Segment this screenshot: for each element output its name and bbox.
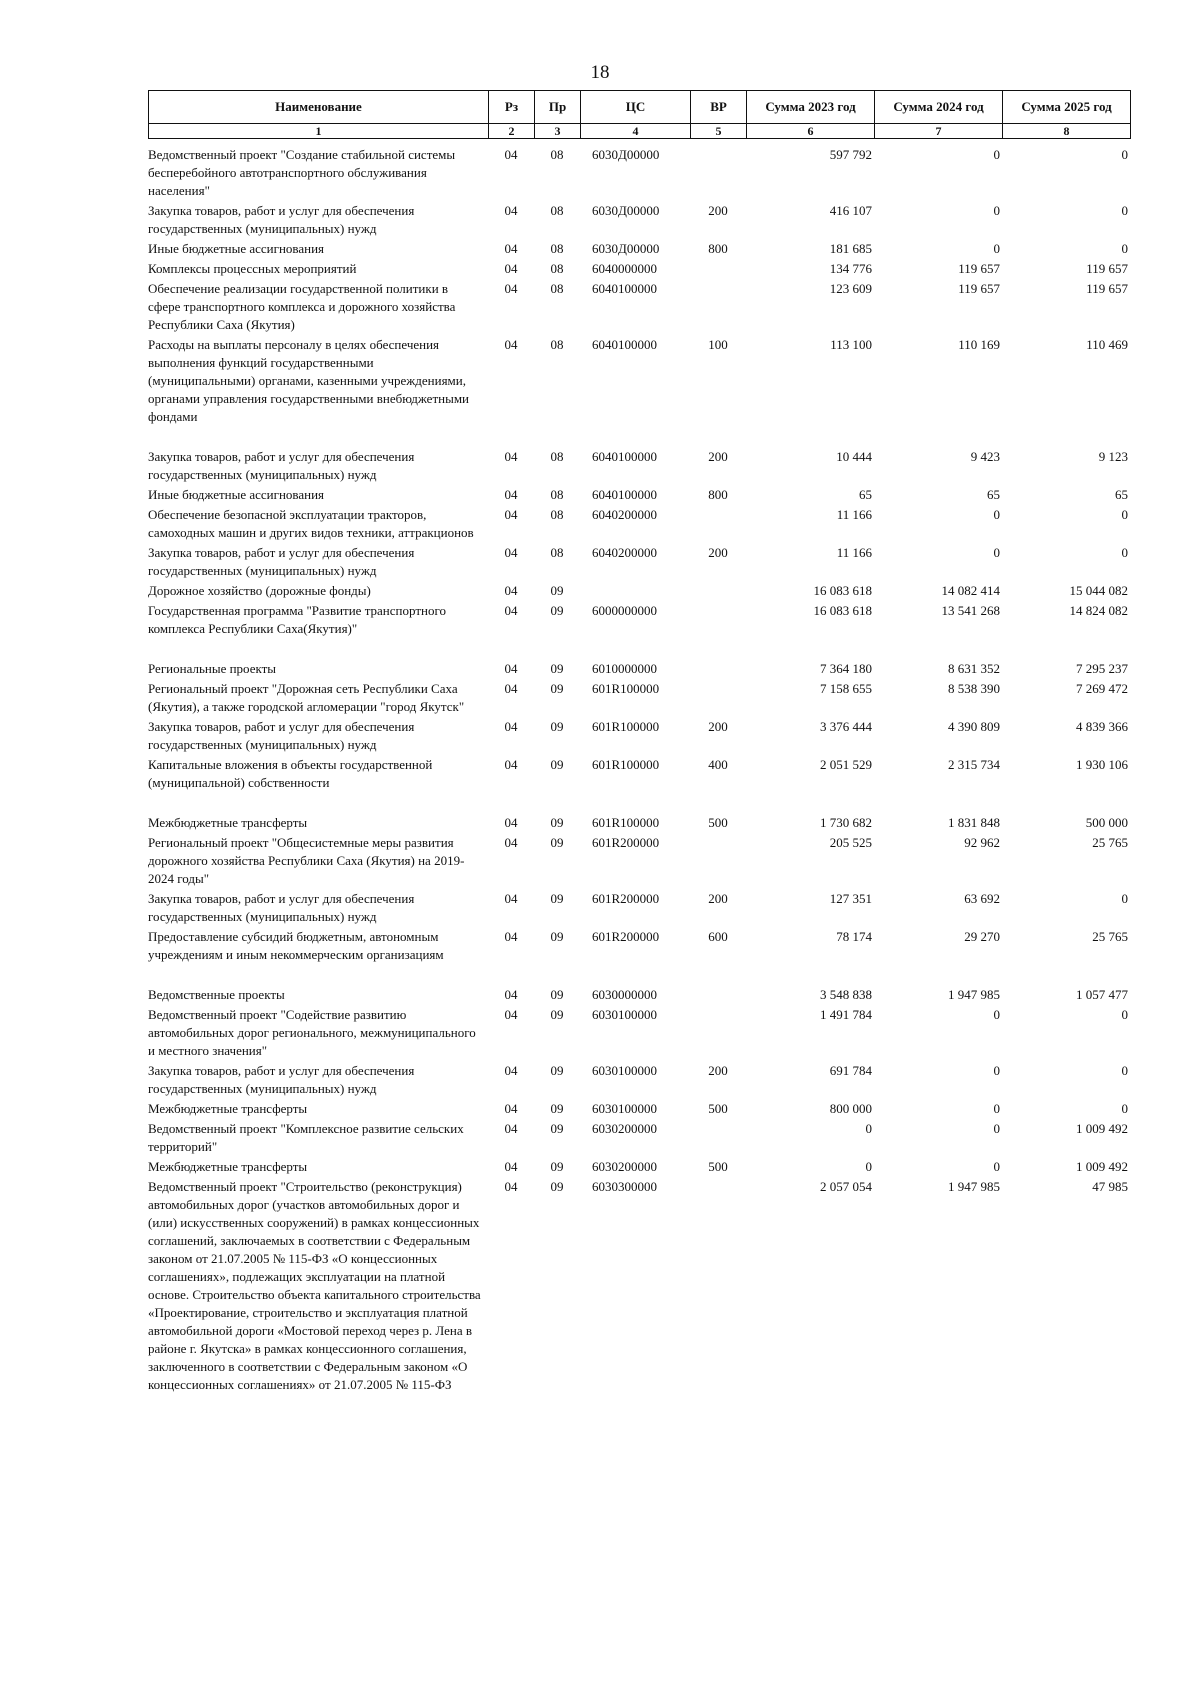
row-sum-2024: 0 [993, 1121, 1000, 1136]
row-pr: 09 [550, 1159, 564, 1174]
row-sum-2025: 0 [1121, 891, 1128, 906]
row-rz: 04 [504, 449, 518, 464]
row-sum-2024: 0 [993, 147, 1000, 162]
row-pr: 09 [550, 681, 564, 696]
row-sum-2025: 0 [1121, 147, 1128, 162]
row-rz: 04 [504, 835, 518, 850]
row-name: Региональный проект "Дорожная сеть Республики Саха (Якутия), а также городской агломерации "город Якутск" [148, 681, 465, 714]
row-sum-2025: 110 469 [1086, 337, 1128, 352]
row-cs: 6040200000 [592, 545, 657, 560]
row-sum-2025: 15 044 082 [1069, 583, 1128, 598]
row-pr: 08 [550, 241, 564, 256]
table-row [148, 1156, 1130, 1176]
row-name: Обеспечение безопасной эксплуатации тракторов, самоходных машин и других видов техники, аттракционов [148, 507, 474, 540]
row-sum-2023: 16 083 618 [813, 603, 872, 618]
row-pr: 08 [550, 261, 564, 276]
row-sum-2023: 134 776 [829, 261, 872, 276]
row-vr: 200 [708, 449, 728, 464]
table-row [148, 754, 1130, 812]
row-sum-2025: 0 [1121, 545, 1128, 560]
row-sum-2024: 1 947 985 [948, 987, 1000, 1002]
row-rz: 04 [504, 815, 518, 830]
row-sum-2025: 0 [1121, 241, 1128, 256]
row-vr: 200 [708, 203, 728, 218]
col-number-4: 4 [581, 124, 691, 139]
row-cs: 6040000000 [592, 261, 657, 276]
row-cs: 6030100000 [592, 1007, 657, 1022]
row-vr: 500 [708, 815, 728, 830]
row-vr: 100 [708, 337, 728, 352]
row-name: Ведомственный проект "Комплексное развитие сельских территорий" [148, 1121, 464, 1154]
row-pr: 09 [550, 929, 564, 944]
row-vr: 200 [708, 891, 728, 906]
row-name: Обеспечение реализации государственной политики в сфере транспортного комплекса и дорожного хозяйства Республики Саха (Якутия) [148, 281, 456, 332]
row-pr: 08 [550, 545, 564, 560]
row-pr: 09 [550, 891, 564, 906]
row-name: Ведомственные проекты [148, 987, 285, 1002]
row-sum-2025: 1 009 492 [1076, 1159, 1128, 1174]
row-sum-2023: 0 [865, 1121, 872, 1136]
row-sum-2023: 0 [865, 1159, 872, 1174]
row-sum-2023: 113 100 [830, 337, 872, 352]
row-name: Закупка товаров, работ и услуг для обеспечения государственных (муниципальных) нужд [148, 449, 415, 482]
row-rz: 04 [504, 719, 518, 734]
row-sum-2025: 4 839 366 [1076, 719, 1128, 734]
row-rz: 04 [504, 203, 518, 218]
row-sum-2025: 0 [1121, 1007, 1128, 1022]
table-row [148, 278, 1130, 334]
row-name: Закупка товаров, работ и услуг для обеспечения государственных (муниципальных) нужд [148, 203, 415, 236]
col-header-rz: Рз [489, 91, 535, 124]
row-sum-2024: 65 [987, 487, 1000, 502]
row-cs: 6040100000 [592, 487, 657, 502]
row-pr: 09 [550, 583, 564, 598]
table-row [148, 812, 1130, 832]
row-cs: 601R200000 [592, 929, 660, 944]
row-vr: 800 [708, 241, 728, 256]
row-rz: 04 [504, 603, 518, 618]
row-sum-2023: 11 166 [836, 545, 872, 560]
row-sum-2024: 4 390 809 [948, 719, 1000, 734]
table-row [148, 1098, 1130, 1118]
row-cs: 601R100000 [592, 719, 660, 734]
row-sum-2025: 7 295 237 [1076, 661, 1128, 676]
row-vr [690, 580, 746, 600]
row-name: Закупка товаров, работ и услуг для обеспечения государственных (муниципальных) нужд [148, 545, 415, 578]
row-sum-2023: 127 351 [829, 891, 872, 906]
row-sum-2023: 11 166 [836, 507, 872, 522]
row-vr: 400 [708, 757, 728, 772]
row-sum-2025: 1 057 477 [1076, 987, 1128, 1002]
row-sum-2024: 119 657 [958, 281, 1000, 296]
row-cs: 601R100000 [592, 815, 660, 830]
row-pr: 09 [550, 835, 564, 850]
row-rz: 04 [504, 583, 518, 598]
row-cs: 6030200000 [592, 1159, 657, 1174]
row-pr: 09 [550, 1101, 564, 1116]
row-name: Дорожное хозяйство (дорожные фонды) [148, 583, 371, 598]
row-sum-2025: 7 269 472 [1076, 681, 1128, 696]
row-name: Межбюджетные трансферты [148, 815, 308, 830]
col-header-vr: ВР [691, 91, 747, 124]
row-sum-2025: 1 930 106 [1076, 757, 1128, 772]
row-sum-2024: 8 631 352 [948, 661, 1000, 676]
row-vr: 200 [708, 719, 728, 734]
row-cs: 6040100000 [592, 337, 657, 352]
row-pr: 08 [550, 203, 564, 218]
row-vr: 500 [708, 1101, 728, 1116]
row-cs: 601R200000 [592, 835, 660, 850]
row-pr: 09 [550, 661, 564, 676]
col-number-2: 2 [489, 124, 535, 139]
table-row [148, 888, 1130, 926]
row-pr: 08 [550, 147, 564, 162]
table-row [148, 1176, 1130, 1394]
row-pr: 09 [550, 987, 564, 1002]
row-sum-2025: 0 [1121, 1063, 1128, 1078]
row-sum-2025: 1 009 492 [1076, 1121, 1128, 1136]
row-sum-2023: 691 784 [829, 1063, 872, 1078]
budget-table [148, 144, 1130, 1394]
table-row [148, 504, 1130, 542]
row-sum-2024: 0 [993, 545, 1000, 560]
col-number-7: 7 [875, 124, 1003, 139]
row-pr: 08 [550, 281, 564, 296]
row-sum-2024: 0 [993, 1007, 1000, 1022]
row-name: Межбюджетные трансферты [148, 1159, 308, 1174]
row-rz: 04 [504, 1101, 518, 1116]
row-name: Государственная программа "Развитие транспортного комплекса Республики Саха(Якутия)" [148, 603, 446, 636]
table-row [148, 446, 1130, 484]
row-sum-2023: 2 051 529 [820, 757, 872, 772]
row-sum-2025: 9 123 [1098, 449, 1128, 464]
row-cs: 6030100000 [592, 1101, 657, 1116]
row-sum-2024: 0 [993, 1101, 1000, 1116]
row-name: Иные бюджетные ассигнования [148, 487, 325, 502]
row-sum-2023: 7 158 655 [820, 681, 872, 696]
row-sum-2024: 0 [993, 203, 1000, 218]
row-name: Закупка товаров, работ и услуг для обеспечения государственных (муниципальных) нужд [148, 891, 415, 924]
row-vr [690, 504, 746, 542]
row-name: Ведомственный проект "Создание стабильной системы бесперебойного автотранспортного обслуживания населения" [148, 147, 456, 198]
row-cs: 601R200000 [592, 891, 660, 906]
row-pr: 08 [550, 337, 564, 352]
row-vr [690, 658, 746, 678]
row-cs: 6030300000 [592, 1179, 657, 1194]
row-pr: 09 [550, 603, 564, 618]
row-vr [690, 678, 746, 716]
row-pr: 09 [550, 1007, 564, 1022]
row-sum-2023: 16 083 618 [813, 583, 872, 598]
table-row [148, 658, 1130, 678]
row-rz: 04 [504, 757, 518, 772]
row-name: Закупка товаров, работ и услуг для обеспечения государственных (муниципальных) нужд [148, 719, 415, 752]
row-sum-2025: 0 [1121, 507, 1128, 522]
row-sum-2023: 3 548 838 [820, 987, 872, 1002]
row-sum-2023: 78 174 [836, 929, 872, 944]
row-sum-2023: 3 376 444 [820, 719, 872, 734]
row-sum-2023: 10 444 [836, 449, 872, 464]
row-vr [690, 144, 746, 200]
row-sum-2025: 0 [1121, 203, 1128, 218]
table-row [148, 484, 1130, 504]
row-cs: 6040100000 [592, 281, 657, 296]
row-cs: 601R100000 [592, 757, 660, 772]
row-name: Ведомственный проект "Строительство (реконструкция) автомобильных дорог (участков автомобильных дорог и (или) искусственных сооружений) в рамках концессионных соглашений, заключаемых в соответствии с Федеральным законом от 21.07.2005 № 115-ФЗ «О концессионных соглашениях», подлежащих эксплуатации на платной основе. Строительство объекта капитального строительства «Проектирование, строительство и эксплуатация платной автомобильной дороги «Мостовой переход через р. Лена в районе г. Якутска» в рамках концессионного соглашения, заключенного в соответствии с Федеральным законом «О концессионных соглашениях» от 21.07.2005 № 115-ФЗ [148, 1179, 481, 1392]
row-sum-2024: 0 [993, 241, 1000, 256]
row-vr [690, 1176, 746, 1394]
row-name: Закупка товаров, работ и услуг для обеспечения государственных (муниципальных) нужд [148, 1063, 415, 1096]
table-row [148, 832, 1130, 888]
row-sum-2024: 2 315 734 [948, 757, 1000, 772]
row-cs: 6030000000 [592, 987, 657, 1002]
row-sum-2025: 65 [1115, 487, 1128, 502]
col-header-sum-2025: Сумма 2025 год [1003, 91, 1131, 124]
row-rz: 04 [504, 261, 518, 276]
row-sum-2024: 9 423 [970, 449, 1000, 464]
row-rz: 04 [504, 661, 518, 676]
row-sum-2023: 2 057 054 [820, 1179, 872, 1194]
row-pr: 09 [550, 719, 564, 734]
row-cs: 601R100000 [592, 681, 660, 696]
row-sum-2023: 181 685 [829, 241, 872, 256]
row-cs [580, 580, 690, 600]
row-sum-2024: 119 657 [958, 261, 1000, 276]
table-row [148, 600, 1130, 658]
row-name: Ведомственный проект "Содействие развитию автомобильных дорог регионального, межмуниципального и местного значения" [148, 1007, 476, 1058]
row-rz: 04 [504, 147, 518, 162]
row-vr [690, 258, 746, 278]
table-header [148, 90, 1131, 139]
row-vr [690, 984, 746, 1004]
row-cs: 6030Д00000 [592, 241, 660, 256]
row-vr [690, 278, 746, 334]
row-rz: 04 [504, 507, 518, 522]
table-row [148, 238, 1130, 258]
row-pr: 09 [550, 757, 564, 772]
row-sum-2025: 25 765 [1092, 835, 1128, 850]
row-cs: 6030200000 [592, 1121, 657, 1136]
row-sum-2023: 1 491 784 [820, 1007, 872, 1022]
row-name: Региональный проект "Общесистемные меры развития дорожного хозяйства Республики Саха (Якутия) на 2019-2024 годы" [148, 835, 465, 886]
table-row [148, 542, 1130, 580]
table-row [148, 580, 1130, 600]
row-cs: 6040200000 [592, 507, 657, 522]
page-number: 18 [590, 62, 610, 83]
table-row [148, 1118, 1130, 1156]
row-rz: 04 [504, 337, 518, 352]
table-row [148, 334, 1130, 446]
col-header-sum-2023: Сумма 2023 год [747, 91, 875, 124]
row-sum-2024: 14 082 414 [941, 583, 1000, 598]
row-cs: 6010000000 [592, 661, 657, 676]
row-vr: 600 [708, 929, 728, 944]
col-header-cs: ЦС [581, 91, 691, 124]
row-rz: 04 [504, 891, 518, 906]
col-header-sum-2024: Сумма 2024 год [875, 91, 1003, 124]
row-rz: 04 [504, 241, 518, 256]
row-sum-2024: 0 [993, 1063, 1000, 1078]
row-sum-2024: 63 692 [964, 891, 1000, 906]
row-sum-2023: 597 792 [829, 147, 872, 162]
row-vr [690, 832, 746, 888]
row-sum-2023: 1 730 682 [820, 815, 872, 830]
table-row [148, 984, 1130, 1004]
row-vr: 200 [708, 545, 728, 560]
row-rz: 04 [504, 1063, 518, 1078]
row-rz: 04 [504, 681, 518, 696]
table-row [148, 1060, 1130, 1098]
row-pr: 09 [550, 1179, 564, 1194]
row-rz: 04 [504, 281, 518, 296]
row-sum-2023: 123 609 [829, 281, 872, 296]
row-pr: 09 [550, 815, 564, 830]
row-name: Расходы на выплаты персоналу в целях обеспечения выполнения функций государственными (муниципальными) органами, казенными учреждениями, органами управления государственными внебюджетными фондами [148, 337, 470, 424]
table-row [148, 926, 1130, 984]
table-row [148, 144, 1130, 200]
row-name: Региональные проекты [148, 661, 277, 676]
row-vr: 800 [708, 487, 728, 502]
row-rz: 04 [504, 1007, 518, 1022]
row-sum-2024: 110 169 [958, 337, 1000, 352]
row-cs: 6040100000 [592, 449, 657, 464]
row-cs: 6030Д00000 [592, 203, 660, 218]
row-rz: 04 [504, 987, 518, 1002]
row-name: Межбюджетные трансферты [148, 1101, 308, 1116]
col-number-1: 1 [149, 124, 489, 139]
row-vr: 500 [708, 1159, 728, 1174]
row-cs: 6030100000 [592, 1063, 657, 1078]
table-row [148, 1004, 1130, 1060]
table-row [148, 200, 1130, 238]
row-sum-2024: 0 [993, 1159, 1000, 1174]
table-row [148, 258, 1130, 278]
row-cs: 6000000000 [592, 603, 657, 618]
row-sum-2024: 0 [993, 507, 1000, 522]
row-pr: 09 [550, 1063, 564, 1078]
row-sum-2025: 14 824 082 [1069, 603, 1128, 618]
col-number-5: 5 [691, 124, 747, 139]
row-sum-2023: 65 [859, 487, 872, 502]
col-number-6: 6 [747, 124, 875, 139]
table-row [148, 716, 1130, 754]
row-rz: 04 [504, 1159, 518, 1174]
row-pr: 08 [550, 507, 564, 522]
row-cs: 6030Д00000 [592, 147, 660, 162]
row-name: Капитальные вложения в объекты государственной (муниципальной) собственности [148, 757, 433, 790]
row-rz: 04 [504, 545, 518, 560]
row-sum-2025: 25 765 [1092, 929, 1128, 944]
row-sum-2025: 119 657 [1086, 281, 1128, 296]
row-sum-2024: 1 947 985 [948, 1179, 1000, 1194]
row-sum-2024: 29 270 [964, 929, 1000, 944]
row-rz: 04 [504, 929, 518, 944]
row-sum-2023: 7 364 180 [820, 661, 872, 676]
row-sum-2024: 1 831 848 [948, 815, 1000, 830]
row-sum-2024: 8 538 390 [948, 681, 1000, 696]
row-pr: 08 [550, 449, 564, 464]
row-sum-2025: 47 985 [1092, 1179, 1128, 1194]
row-rz: 04 [504, 487, 518, 502]
col-number-3: 3 [535, 124, 581, 139]
row-sum-2024: 92 962 [964, 835, 1000, 850]
row-sum-2023: 416 107 [829, 203, 872, 218]
row-sum-2025: 500 000 [1085, 815, 1128, 830]
row-vr [690, 600, 746, 658]
col-header-pr: Пр [535, 91, 581, 124]
row-name: Комплексы процессных мероприятий [148, 261, 357, 276]
table-row [148, 678, 1130, 716]
row-vr: 200 [708, 1063, 728, 1078]
row-name: Предоставление субсидий бюджетным, автономным учреждениям и иным некоммерческим организациям [148, 929, 444, 962]
row-sum-2024: 13 541 268 [941, 603, 1000, 618]
row-pr: 08 [550, 487, 564, 502]
row-sum-2025: 119 657 [1086, 261, 1128, 276]
col-number-8: 8 [1003, 124, 1131, 139]
row-name: Иные бюджетные ассигнования [148, 241, 325, 256]
row-vr [690, 1118, 746, 1156]
row-sum-2025: 0 [1121, 1101, 1128, 1116]
row-vr [690, 1004, 746, 1060]
col-header-name: Наименование [149, 91, 489, 124]
row-rz: 04 [504, 1121, 518, 1136]
row-sum-2023: 205 525 [829, 835, 872, 850]
row-sum-2023: 800 000 [829, 1101, 872, 1116]
row-pr: 09 [550, 1121, 564, 1136]
row-rz: 04 [504, 1179, 518, 1194]
